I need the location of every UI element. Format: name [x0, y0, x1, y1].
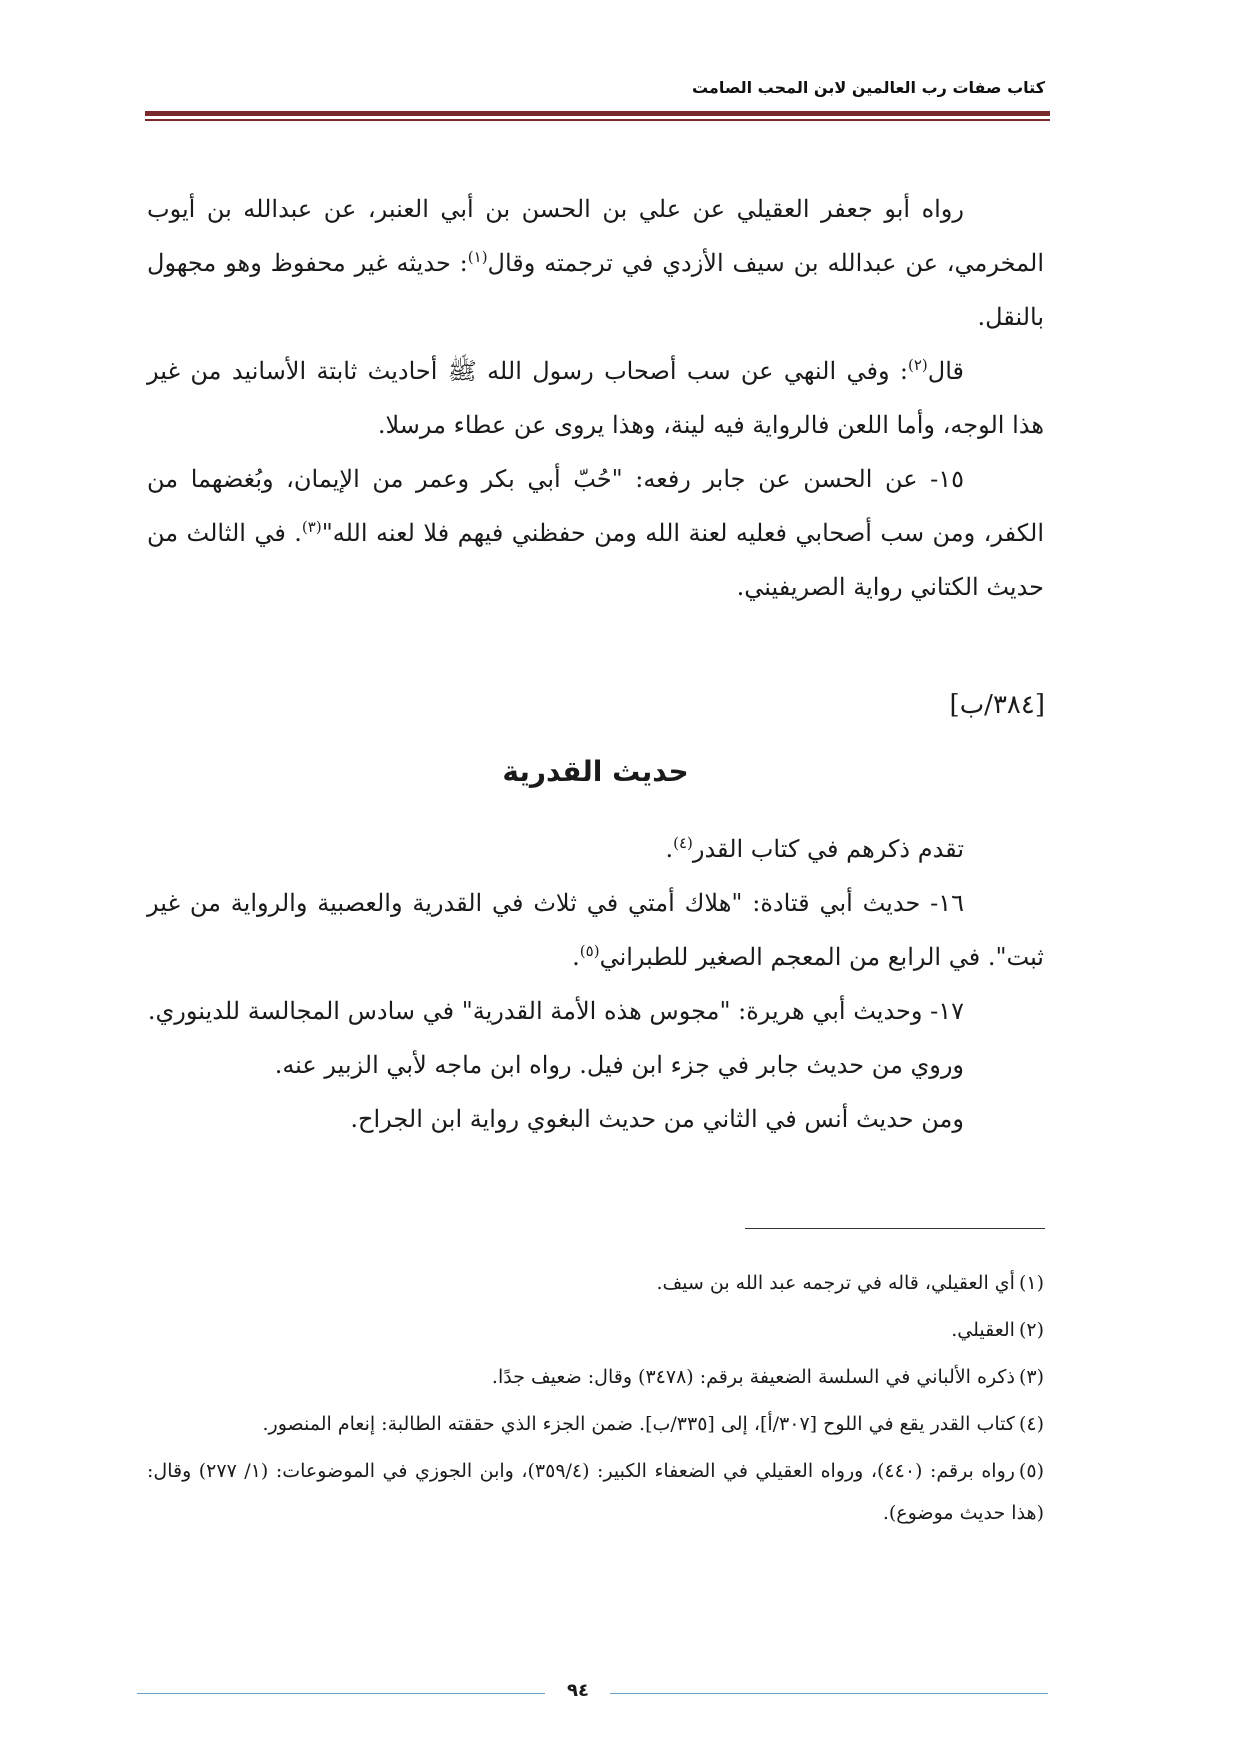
section-heading: حديث القدرية: [502, 755, 689, 788]
paragraph-1: رواه أبو جعفر العقيلي عن علي بن الحسن بن أبي العنبر، عن عبدالله بن أيوب المخرمي، عن عبدالله بن سيف الأزدي في ترجمته وقال$^{(١)}$: حديثه غير محفوظ وهو مجهول بالنقل.: [147, 195, 1044, 331]
footer-rule-right: [610, 1693, 1048, 1694]
footnote-ref-3[interactable]: (٣): [301, 518, 322, 536]
footnote-ref-2[interactable]: (٢): [907, 356, 928, 374]
footnote-text: أي العقيلي، قاله في ترجمه عبد الله بن سيف.: [656, 1272, 1015, 1294]
header-rule: [145, 111, 1050, 116]
manuscript-page-reference: [٣٨٤/ب]: [949, 690, 1045, 720]
footnote-5: [147, 1450, 1044, 1534]
footer-rule-left: [137, 1693, 545, 1694]
footnote-separator: [745, 1228, 1045, 1229]
footnote-text: كتاب القدر يقع في اللوح [٣٠٧/أ]، إلى [٣٣٥/ب]. ضمن الجزء الذي حققته الطالبة: إنعام المنصور.: [262, 1413, 1015, 1435]
footnote-ref-5[interactable]: (٥): [579, 942, 600, 960]
footnote-text: العقيلي.: [951, 1319, 1015, 1341]
footnote-ref-1[interactable]: (١): [467, 248, 488, 266]
footnote-2: [147, 1309, 1044, 1351]
section-text-block: [147, 822, 1044, 1146]
footnote-number: (٣): [1018, 1366, 1044, 1388]
footnote-number: (٥): [1018, 1460, 1044, 1482]
footnote-number: (٤): [1018, 1413, 1044, 1435]
running-header: كتاب صفات رب العالمين لابن المحب الصامت: [691, 78, 1045, 97]
paragraph-8: ومن حديث أنس في الثاني من حديث البغوي رواية ابن الجراح.: [350, 1105, 964, 1133]
footnote-number: (٢): [1018, 1319, 1044, 1341]
paragraph-6: ١٧- وحديث أبي هريرة: "مجوس هذه الأمة القدرية" في سادس المجالسة للدينوري.: [147, 997, 964, 1025]
footnote-text: رواه برقم: (٤٤٠)، ورواه العقيلي في الضعفاء الكبير: (٣٥٩/٤)، وابن الجوزي في الموضوعات: (١/ ٢٧٧) وقال: (هذا حديث موضوع).: [147, 1460, 1044, 1524]
paragraph-3: ١٥- عن الحسن عن جابر رفعه: "حُبّ أبي بكر وعمر من الإيمان، وبُغضهما من الكفر، ومن سب أصحابي فعليه لعنة الله ومن حفظني فيهم فلا لعنه الله"$^{(٣)}$. في الثالث من حديث الكتاني رواية الصريفيني.: [147, 465, 1044, 601]
paragraph-4: تقدم ذكرهم في كتاب القدر$^{(٤)}$.: [665, 834, 964, 863]
main-text-block: [147, 182, 1044, 614]
header-rule-secondary: [145, 119, 1050, 121]
footnote-3: [147, 1356, 1044, 1398]
footnote-text: ذكره الألباني في السلسة الضعيفة برقم: (٣٤٧٨) وقال: ضعيف جدًا.: [491, 1366, 1015, 1388]
page-number: ٩٤: [567, 1680, 589, 1701]
paragraph-7: وروي من حديث جابر في جزء ابن فيل. رواه ابن ماجه لأبي الزبير عنه.: [274, 1051, 964, 1079]
paragraph-2: قال$^{(٢)}$: وفي النهي عن سب أصحاب رسول الله ﷺ أحاديث ثابتة الأسانيد من غير هذا الوجه، وأما اللعن فالرواية فيه لينة، وهذا يروى عن عطاء مرسلا.: [147, 356, 1044, 439]
footnote-1: [147, 1262, 1044, 1304]
footnotes: [147, 1262, 1044, 1539]
paragraph-5: ١٦- حديث أبي قتادة: "هلاك أمتي في ثلاث في القدرية والعصبية والرواية من غير ثبت". في الرابع من المعجم الصغير للطبراني$^{(٥)}$.: [147, 889, 1044, 971]
footnote-number: (١): [1018, 1272, 1044, 1294]
footnote-4: [147, 1403, 1044, 1445]
footnote-ref-4[interactable]: (٤): [673, 834, 693, 852]
